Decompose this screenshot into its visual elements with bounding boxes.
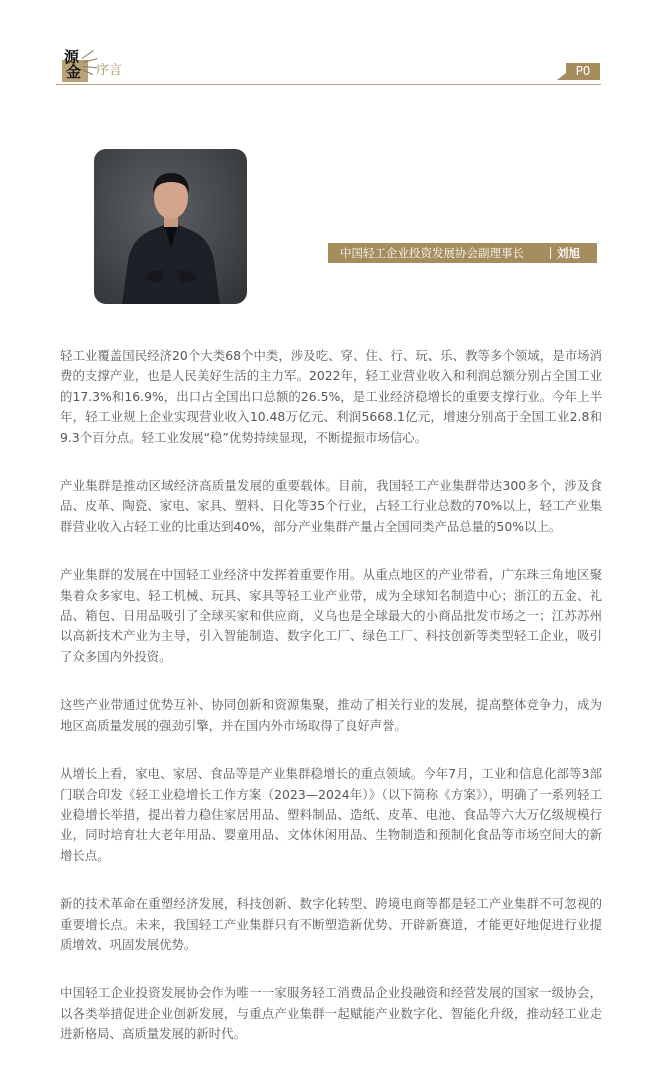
person-silhouette (94, 149, 247, 304)
author-caption (328, 243, 597, 263)
logo-char-top: 源 (64, 48, 80, 66)
paragraph: 中国轻工企业投资发展协会作为唯一一家服务轻工消费品企业投融资和经营发展的国家一级协会，以各类举措促进企业创新发展，与重点产业集群一起赋能产业数字化、智能化升级，推动轻工业走进新格局、高质量发展的新时代。 (60, 985, 602, 1042)
paragraph: 产业集群的发展在中国轻工业经济中发挥着重要作用。从重点地区的产业带看，广东珠三角地区聚集着众多家电、轻工机械、玩具、家具等轻工业产业带，成为全球知名制造中心；浙江的五金、礼品、箱包、日用品吸引了全球买家和供应商，义乌也是全球最大的小商品批发市场之一；江苏苏州以高新技术产业为主导，引入智能制造、数字化工厂、绿色工厂、科技创新等类型轻工企业，吸引了众多国内外投资。 (60, 567, 602, 664)
portrait-photo (94, 149, 247, 304)
paragraph: 新的技术革命在重塑经济发展，科技创新、数字化转型、跨境电商等都是轻工产业集群不可忽视的重要增长点。未来，我国轻工产业集群只有不断塑造新优势、开辟新赛道，才能更好地促进行业提质增效、巩固发展优势。 (60, 896, 602, 952)
page-number: P0 (566, 63, 600, 80)
brand-logo (56, 48, 96, 84)
paragraph: 这些产业带通过优势互补、协同创新和资源集聚，推动了相关行业的发展，提高整体竞争力，成为地区高质量发展的强劲引擎，并在国内外市场取得了良好声誉。 (60, 697, 602, 733)
header-divider (56, 84, 601, 85)
paragraph: 从增长上看，家电、家居、食品等是产业集群稳增长的重点领域。今年7月，工业和信息化部等3部门联合印发《轻工业稳增长工作方案（2023—2024年）》（以下简称《方案》），明确了一系列轻工业稳增长举措，提出着力稳住家居用品、塑料制品、造纸、皮革、电池、食品等六大万亿级规模行业，同时培育壮大老年用品、婴童用品、文体休闲用品、生物制造和预制化食品等市场空间大的新增长点。 (60, 766, 602, 863)
page-number-notch (557, 73, 566, 80)
paragraph: 产业集群是推动区域经济高质量发展的重要载体。目前，我国轻工产业集群带达300多个，涉及食品、皮革、陶瓷、家电、家具、塑料、日化等35个行业，占轻工行业总数的70%以上，轻工产业集群营业收入占轻工业的比重达到40%，部分产业集群产量占全国同类产品总量的50%以上。 (60, 478, 602, 534)
logo-char-bottom: 金 (66, 63, 82, 81)
section-title: 序言 (96, 63, 123, 78)
page-header (0, 0, 660, 92)
paragraph: 轻工业覆盖国民经济20个大类68个中类，涉及吃、穿、住、行、玩、乐、教等多个领域，是市场消费的支撑产业，也是人民美好生活的主力军。2022年，轻工业营业收入和利润总额分别占全国工业的17.3%和16.9%，出口占全国出口总额的26.5%，是工业经济稳增长的重要支撑行业。今年上半年，轻工业规上企业实现营业收入10.48万亿元、利润5668.1亿元，增速分别高于全国工业2.8和9.3个百分点。轻工业发展“稳”优势持续显现，不断提振市场信心。 (60, 348, 602, 445)
logo-ray (82, 50, 94, 59)
caption-divider (550, 247, 551, 259)
preface-body (60, 346, 602, 1073)
author-title: 中国轻工企业投资发展协会副理事长 (340, 246, 524, 260)
author-name: 刘旭 (557, 246, 580, 260)
